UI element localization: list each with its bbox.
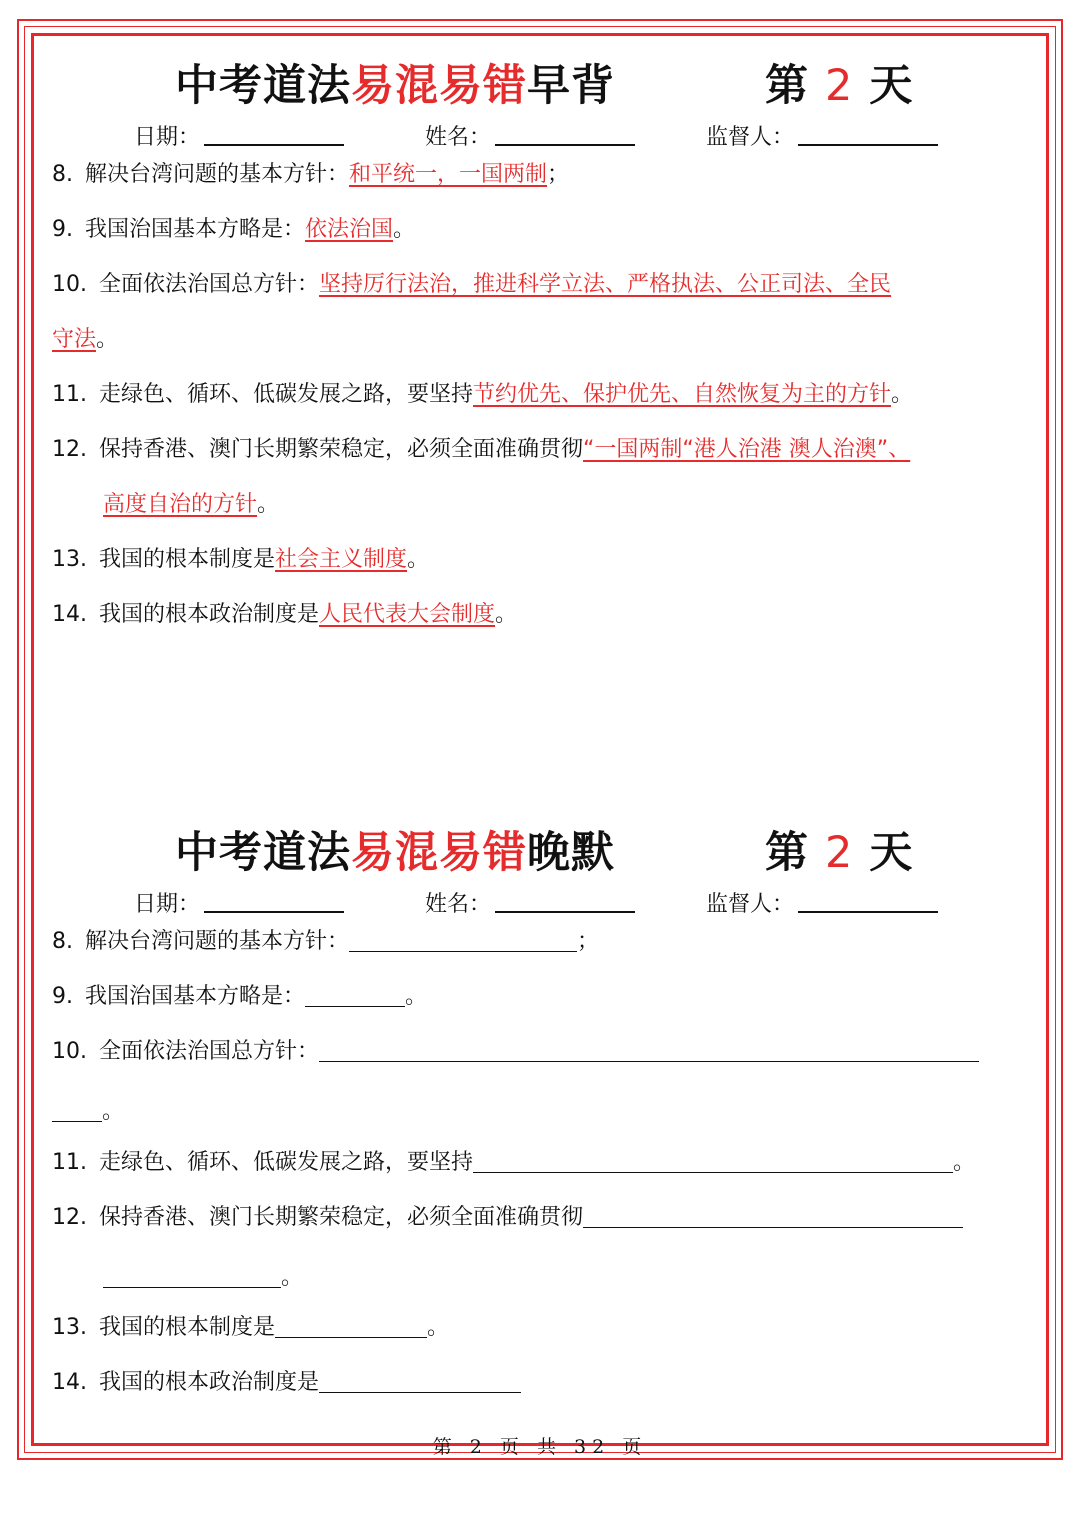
answer: 守法: [52, 327, 97, 352]
morning-supervisor-field[interactable]: 监督人：: [706, 121, 938, 155]
morning-item-11: 11. 走绿色、循环、低碳发展之路，要坚持节约优先、保护优先、自然恢复为主的方针。: [52, 382, 914, 407]
answer: 人民代表大会制度: [319, 602, 496, 627]
evening-name-field[interactable]: 姓名：: [425, 888, 635, 922]
answer-blank[interactable]: [583, 1205, 963, 1228]
answer-blank[interactable]: [349, 929, 577, 952]
morning-day-label: 第 2 天: [765, 61, 914, 111]
morning-name-field[interactable]: 姓名：: [425, 121, 635, 155]
evening-item-13: 13. 我国的根本制度是 。: [52, 1315, 450, 1340]
morning-date-field[interactable]: 日期：: [134, 121, 344, 155]
evening-item-12-cont: 。: [103, 1263, 303, 1293]
evening-title: [175, 823, 935, 883]
morning-title: [175, 56, 935, 116]
morning-item-13: 13. 我国的根本制度是社会主义制度。: [52, 547, 430, 572]
evening-item-8: 8. 解决台湾问题的基本方针： ；: [52, 929, 600, 954]
answer: “一国两制“港人治港 澳人治澳”、: [583, 437, 911, 462]
answer-blank[interactable]: [473, 1150, 953, 1173]
evening-day-label: 第 2 天: [765, 828, 914, 878]
evening-supervisor-field[interactable]: 监督人：: [706, 888, 938, 922]
evening-title-highlight: 易混易错: [351, 828, 527, 878]
morning-title-highlight: 易混易错: [351, 61, 527, 111]
answer: 依法治国: [305, 217, 394, 242]
evening-item-10-cont: 。: [52, 1097, 124, 1127]
answer: 和平统一，一国两制: [349, 162, 548, 187]
evening-title-suffix: 晚默: [527, 828, 615, 878]
answer: 社会主义制度: [275, 547, 408, 572]
answer-blank[interactable]: [103, 1265, 281, 1288]
evening-info-row: [0, 888, 1080, 922]
answer-blank[interactable]: [305, 984, 405, 1007]
answer-blank[interactable]: [319, 1370, 521, 1393]
answer: 节约优先、保护优先、自然恢复为主的方针: [473, 382, 892, 407]
morning-item-10-cont: 守法。: [52, 327, 119, 352]
answer-blank[interactable]: [275, 1315, 427, 1338]
evening-title-prefix: 中考道法: [175, 828, 351, 878]
morning-item-12: 12. 保持香港、澳门长期繁荣稳定，必须全面准确贯彻“一国两制“港人治港 澳人治澳”、: [52, 437, 911, 462]
answer-blank[interactable]: [319, 1039, 979, 1062]
morning-item-9: 9. 我国治国基本方略是：依法治国。: [52, 217, 416, 242]
morning-info-row: [0, 121, 1080, 155]
evening-item-10: 10. 全面依法治国总方针：: [52, 1037, 979, 1067]
evening-item-12: 12. 保持香港、澳门长期繁荣稳定，必须全面准确贯彻: [52, 1203, 963, 1233]
morning-item-12-cont: 高度自治的方针。: [103, 492, 280, 517]
morning-item-8: 8. 解决台湾问题的基本方针：和平统一，一国两制；: [52, 162, 570, 187]
answer: 高度自治的方针: [103, 492, 258, 517]
page-footer: 第 2 页 共 32 页: [432, 1436, 648, 1458]
morning-title-prefix: 中考道法: [175, 61, 351, 111]
evening-item-9: 9. 我国治国基本方略是： 。: [52, 984, 428, 1009]
evening-item-14: 14. 我国的根本政治制度是: [52, 1368, 521, 1398]
morning-item-10: 10. 全面依法治国总方针：坚持厉行法治，推进科学立法、严格执法、公正司法、全民: [52, 272, 892, 297]
answer-blank[interactable]: [52, 1099, 102, 1122]
evening-item-11: 11. 走绿色、循环、低碳发展之路，要坚持 。: [52, 1150, 976, 1175]
evening-date-field[interactable]: 日期：: [134, 888, 344, 922]
morning-title-suffix: 早背: [527, 61, 615, 111]
answer: 坚持厉行法治，推进科学立法、严格执法、公正司法、全民: [319, 272, 892, 297]
morning-item-14: 14. 我国的根本政治制度是人民代表大会制度。: [52, 602, 518, 627]
